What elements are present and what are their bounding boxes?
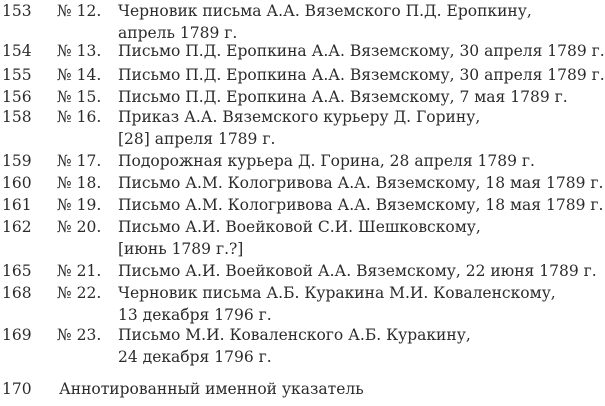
entry-title-line-2: 13 декабря 1796 г. (118, 306, 272, 324)
entry-title (118, 282, 556, 326)
entry-page-number: 154 (2, 42, 32, 60)
entry-document-number: № 20. (57, 218, 102, 236)
entry-title-line-2: 24 декабря 1796 г. (118, 348, 272, 366)
entry-page-number: 153 (2, 2, 32, 20)
entry-title (118, 172, 604, 194)
entry-title-line-1: Приказ А.А. Вяземского курьеру Д. Горину, (118, 108, 481, 126)
entry-document-number: № 14. (57, 66, 102, 84)
entry-title-line-1: Письмо П.Д. Еропкина А.А. Вяземскому, 7 мая 1789 г. (118, 88, 568, 106)
entry-page-number: 161 (2, 196, 32, 214)
toc-final-entry (2, 378, 364, 400)
entry-page-number: 159 (2, 152, 32, 170)
entry-title (118, 324, 550, 368)
entry-page-number: 155 (2, 66, 32, 84)
entry-page-number: 160 (2, 174, 32, 192)
entry-title (118, 260, 597, 282)
entry-document-number: № 23. (57, 326, 102, 344)
entry-title-line-1: Письмо М.И. Коваленского А.Б. Куракину, (118, 326, 471, 344)
entry-title (118, 194, 604, 216)
final-title: Аннотированный именной указатель (59, 380, 364, 398)
entry-page-number: 156 (2, 88, 32, 106)
toc-entry (0, 172, 604, 194)
entry-page-number: 162 (2, 218, 32, 236)
entry-title (118, 0, 550, 44)
toc-entry (0, 216, 550, 260)
entry-title-line-1: Письмо П.Д. Еропкина А.А. Вяземскому, 30 апреля 1789 г. (118, 42, 605, 60)
entry-document-number: № 18. (57, 174, 102, 192)
toc-entry (0, 150, 550, 172)
entry-title (118, 216, 550, 260)
final-page-number: 170 (2, 380, 32, 398)
entry-title-line-1: Подорожная курьера Д. Горина, 28 апреля 1789 г. (118, 152, 535, 170)
entry-title (118, 40, 605, 62)
entry-title (118, 64, 605, 86)
entry-page-number: 168 (2, 284, 32, 302)
toc-entry (0, 324, 550, 368)
entry-title (118, 150, 550, 172)
toc-entry (0, 64, 605, 86)
entry-page-number: 169 (2, 326, 32, 344)
entry-title-line-2: [28] апреля 1789 г. (118, 130, 276, 148)
toc-entry (0, 106, 550, 150)
entry-document-number: № 16. (57, 108, 102, 126)
entry-page-number: 158 (2, 108, 32, 126)
toc-entry (0, 0, 550, 44)
entry-title-line-2: [июнь 1789 г.?] (118, 240, 244, 258)
entry-document-number: № 15. (57, 88, 102, 106)
entry-title-line-1: Черновик письма А.Б. Куракина М.И. Коваленскому, (118, 284, 556, 302)
entry-document-number: № 19. (57, 196, 102, 214)
entry-title-line-1: Письмо А.И. Воейковой А.А. Вяземскому, 22 июня 1789 г. (118, 262, 597, 280)
entry-document-number: № 13. (57, 42, 102, 60)
entry-page-number: 165 (2, 262, 32, 280)
entry-document-number: № 17. (57, 152, 102, 170)
entry-title-line-1: Письмо А.И. Воейковой С.И. Шешковскому, (118, 218, 481, 236)
toc-entry (0, 194, 604, 216)
toc-entry (0, 260, 597, 282)
toc-entry (0, 86, 568, 108)
entry-title-line-1: Черновик письма А.А. Вяземского П.Д. Еропкину, (118, 2, 532, 20)
entry-document-number: № 22. (57, 284, 102, 302)
entry-title (118, 86, 568, 108)
entry-document-number: № 12. (57, 2, 102, 20)
toc-entry (0, 282, 556, 326)
entry-title (118, 106, 550, 150)
entry-title-line-1: Письмо А.М. Кологривова А.А. Вяземскому, 18 мая 1789 г. (118, 196, 604, 214)
entry-document-number: № 21. (57, 262, 102, 280)
entry-title-line-1: Письмо П.Д. Еропкина А.А. Вяземскому, 30 апреля 1789 г. (118, 66, 605, 84)
entry-title-line-1: Письмо А.М. Кологривова А.А. Вяземскому, 18 мая 1789 г. (118, 174, 604, 192)
toc-entry (0, 40, 605, 62)
entry-title-line-2: апрель 1789 г. (118, 24, 238, 42)
